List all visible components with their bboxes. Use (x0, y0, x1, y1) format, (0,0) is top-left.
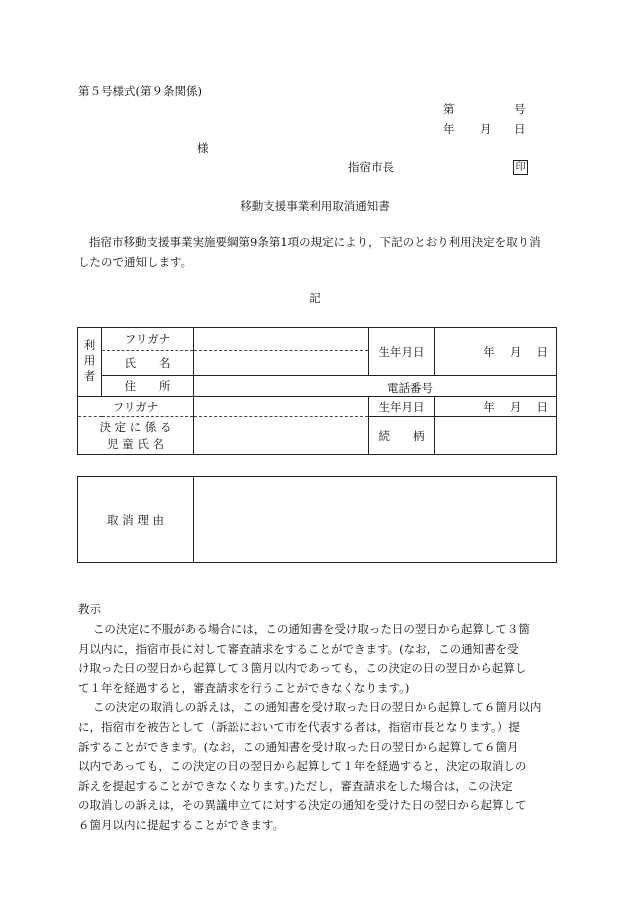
notice-p2-line6: の取消しの訴えは，その異議申立てに対する決定の通知を受けた日の翌日から起算して (78, 798, 527, 813)
user-label: 利用者 (82, 338, 97, 386)
notice-p2-line2: に，指宿市を被告として（訴訟において市を代表する者は，指宿市長となります。）提 (78, 719, 520, 734)
relation-label: 続 柄 (369, 417, 435, 455)
notice-p1-line2: 月以内に，指宿市長に対して審査請求をすることができます。(なお，この通知書を受 (78, 641, 519, 656)
notice-p2-line3: 訴することができます。(なお，この通知書を受け取った日の翌日から起算して６箇月 (78, 739, 519, 754)
seal-label: 印 (513, 160, 528, 175)
notice-p2-line5: 訴えを提起することができなくなります。)ただし，審査請求をした場合は，この決定 (78, 778, 513, 793)
date-year: 年 (443, 122, 455, 136)
reason-value[interactable] (194, 477, 557, 563)
child-furigana-label: フリガナ (78, 397, 194, 417)
relation-value[interactable] (435, 417, 557, 455)
number-prefix: 第 (443, 102, 455, 116)
address-label: 住 所 (102, 376, 194, 397)
addressee-suffix: 様 (197, 141, 209, 155)
body-line-1: 指宿市移動支援事業実施要綱第9条第1項の規定により，下記のとおり利用決定を取り消 (89, 235, 541, 249)
notice-p1-line1: この決定に不服がある場合には，この通知書を受け取った日の翌日から起算して３箇 (92, 622, 530, 636)
child-furigana-value[interactable] (194, 397, 369, 417)
notice-p1-line3: け取った日の翌日から起算して３箇月以内であっても，この決定の日の翌日から起算し (78, 661, 527, 676)
body-line-2: したので通知します。 (78, 255, 193, 269)
notice-p2-line4: 以内であっても，この決定の日の翌日から起算して１年を経過すると，決定の取消しの (78, 759, 527, 774)
user-label-cell (78, 328, 102, 397)
name-value[interactable] (194, 351, 369, 376)
date-month: 月 (480, 122, 492, 136)
child-name-label-2: 児 童 氏 名 (107, 436, 164, 451)
date-day: 日 (514, 122, 526, 136)
document-title: 移動支援事業利用取消通知書 (240, 199, 390, 213)
child-name-label (78, 417, 194, 455)
furigana-label: フリガナ (102, 328, 194, 351)
notice-heading: 教示 (78, 602, 101, 616)
child-name-label-1: 決 定 に 係 る (99, 419, 172, 434)
ki-heading: 記 (309, 291, 321, 305)
phone-label[interactable]: 電話番号 (194, 376, 557, 397)
number-suffix: 号 (514, 102, 526, 116)
birthdate-label: 生年月日 (369, 328, 435, 376)
notice-body (78, 620, 556, 836)
issuer-name: 指宿市長 (348, 160, 394, 174)
name-label: 氏 名 (102, 351, 194, 376)
reason-table (77, 476, 557, 563)
child-birthdate-value[interactable]: 年 月 日 (435, 397, 557, 417)
applicant-table (77, 327, 557, 455)
child-birthdate-label: 生年月日 (369, 397, 435, 417)
notice-p1-line4: て１年を経過すると，審査請求を行うことができなくなります。) (78, 680, 410, 695)
furigana-value[interactable] (194, 328, 369, 351)
child-name-value[interactable] (194, 417, 369, 455)
form-label: 第５号様式(第９条関係) (78, 84, 202, 98)
notice-p2-line7: ６箇月以内に提起することができます。 (78, 817, 285, 832)
birthdate-value[interactable]: 年 月 日 (435, 328, 557, 376)
seal-mark (513, 160, 528, 175)
reason-label: 取 消 理 由 (78, 477, 194, 563)
notice-p2-line1: この決定の取消しの訴えは，この通知書を受け取った日の翌日から起算して６箇月以内 (92, 700, 542, 715)
